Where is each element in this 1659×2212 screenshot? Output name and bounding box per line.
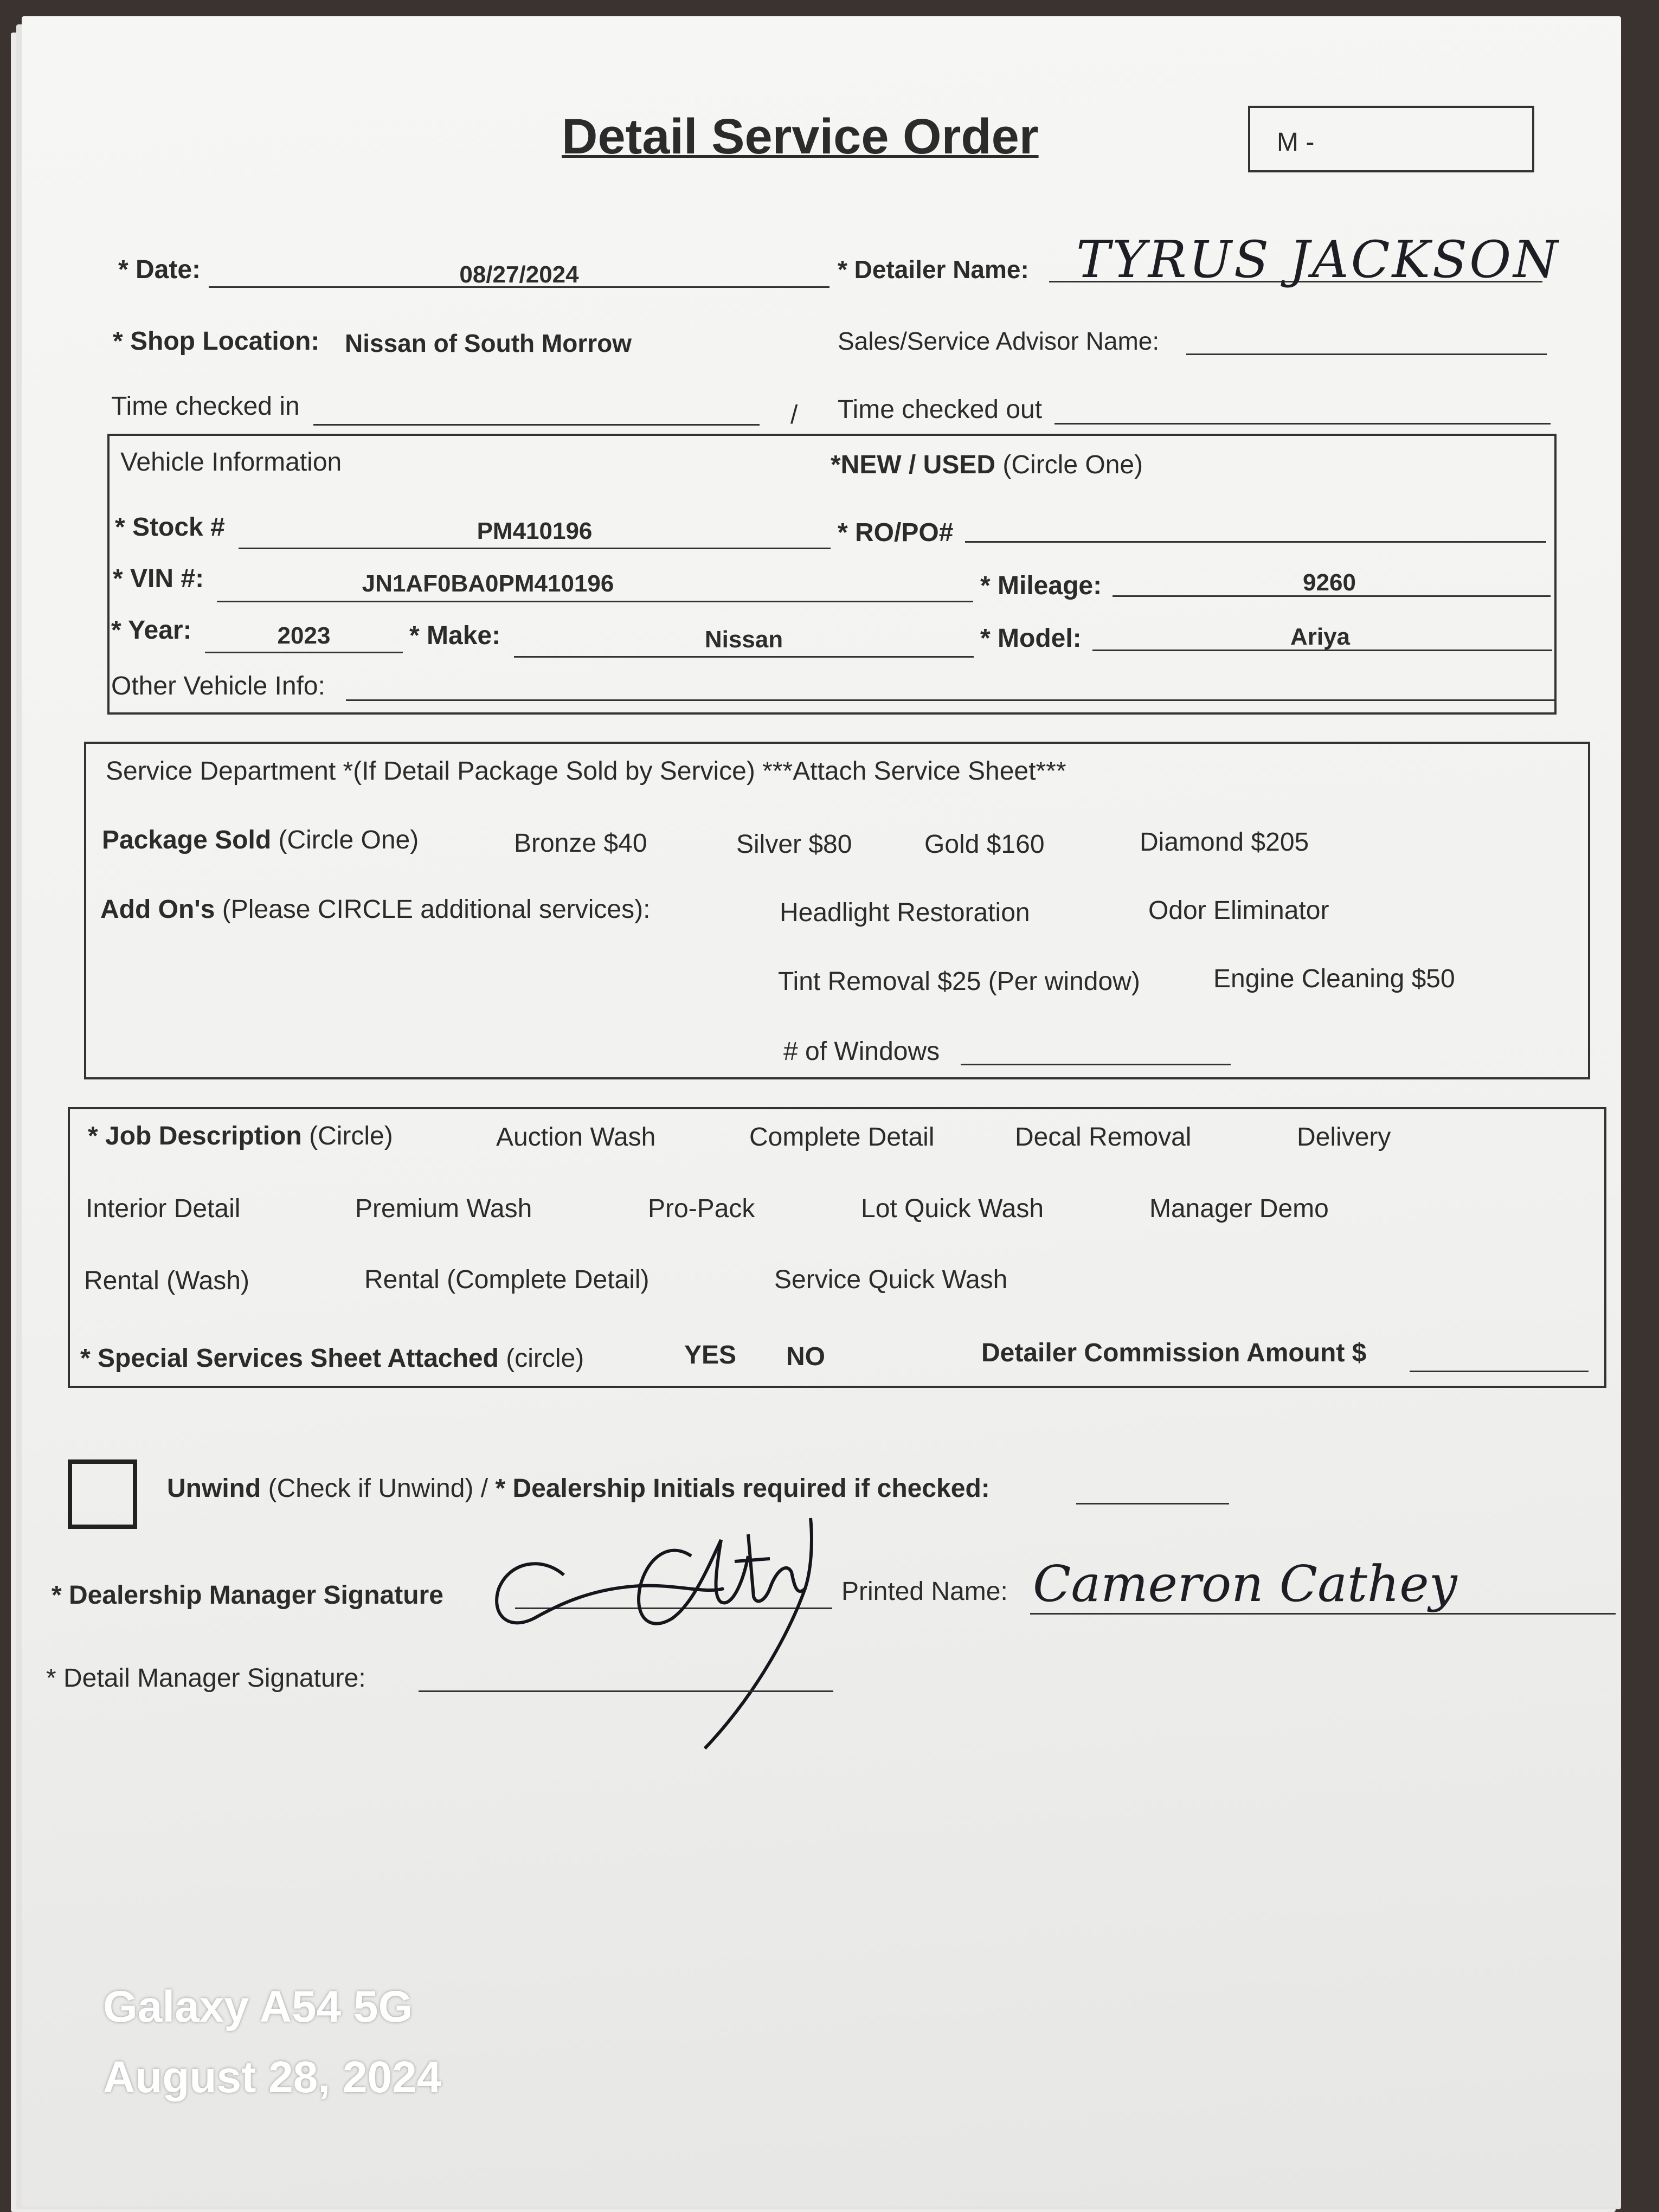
addon-engine-cleaning[interactable]: Engine Cleaning $50 [1213,964,1455,993]
special-services-hint: (circle) [506,1344,584,1373]
job-delivery[interactable]: Delivery [1297,1123,1391,1152]
year-label: * Year: [111,616,192,645]
new-used-hint: (Circle One) [1002,451,1143,479]
job-description-hint: (Circle) [309,1122,393,1150]
shop-location-label: * Shop Location: [113,327,320,356]
shop-location-value[interactable]: Nissan of South Morrow [345,329,632,357]
form-number-label: M - [1277,128,1315,157]
mileage-value[interactable]: 9260 [1303,569,1356,596]
printed-name-line [1030,1613,1616,1615]
special-services-label: * Special Services Sheet Attached [80,1344,499,1373]
addon-headlight-restoration[interactable]: Headlight Restoration [780,898,1030,927]
page-title: Detail Service Order [562,109,1039,164]
manager-signature-label: * Dealership Manager Signature [52,1581,443,1610]
addon-tint-removal[interactable]: Tint Removal $25 (Per window) [778,967,1140,996]
job-pro-pack[interactable]: Pro-Pack [648,1194,755,1223]
time-in-label: Time checked in [111,392,300,421]
package-sold-label: Package Sold [102,826,272,854]
job-decal-removal[interactable]: Decal Removal [1015,1123,1192,1152]
job-complete-detail[interactable]: Complete Detail [749,1123,935,1152]
job-premium-wash[interactable]: Premium Wash [355,1194,532,1223]
advisor-label: Sales/Service Advisor Name: [838,327,1160,355]
model-label: * Model: [980,624,1082,653]
vin-value[interactable]: JN1AF0BA0PM410196 [362,570,614,597]
printed-name-label: Printed Name: [841,1577,1008,1606]
new-used-label: *NEW / USED [831,451,996,479]
other-vehicle-info-label: Other Vehicle Info: [111,672,325,700]
package-sold-hint: (Circle One) [278,826,419,854]
job-service-quick-wash[interactable]: Service Quick Wash [774,1265,1008,1294]
stock-label: * Stock # [115,513,225,542]
printed-name-handwritten[interactable]: Cameron Cathey [1033,1555,1457,1613]
package-silver[interactable]: Silver $80 [736,830,852,859]
camera-device-stamp: Galaxy A54 5G [103,1982,413,2031]
time-slash: / [790,401,798,429]
special-services-yes[interactable]: YES [684,1341,737,1369]
stock-value[interactable]: PM410196 [477,518,593,544]
vehicle-info-label: Vehicle Information [120,448,342,477]
job-auction-wash[interactable]: Auction Wash [496,1123,656,1152]
addons-label: Add On's [100,895,215,924]
initials-label: * Dealership Initials required if checked: [495,1474,990,1503]
detail-manager-signature-line[interactable] [419,1690,833,1692]
vin-label: * VIN #: [113,564,204,593]
mileage-label: * Mileage: [980,571,1102,600]
unwind-label: Unwind [167,1474,261,1503]
windows-label: # of Windows [783,1037,940,1066]
job-description-label: * Job Description [88,1122,302,1150]
year-value[interactable]: 2023 [277,622,331,649]
special-services-no[interactable]: NO [786,1342,825,1371]
detailer-name-handwritten[interactable]: TYRUS JACKSON [1076,230,1560,290]
job-manager-demo[interactable]: Manager Demo [1149,1194,1329,1223]
date-label: * Date: [118,255,201,284]
package-diamond[interactable]: Diamond $205 [1140,828,1309,857]
job-interior-detail[interactable]: Interior Detail [86,1194,241,1223]
job-lot-quick-wash[interactable]: Lot Quick Wash [861,1194,1044,1223]
addons-hint: (Please CIRCLE additional services): [222,895,651,924]
camera-date-stamp: August 28, 2024 [103,2053,442,2102]
time-out-label: Time checked out [838,395,1043,424]
detail-manager-signature-label: * Detail Manager Signature: [46,1664,366,1693]
detailer-name-label: * Detailer Name: [838,255,1029,284]
package-bronze[interactable]: Bronze $40 [514,829,647,858]
unwind-hint: (Check if Unwind) / [268,1474,488,1503]
package-gold[interactable]: Gold $160 [924,830,1045,859]
job-rental-wash[interactable]: Rental (Wash) [84,1266,249,1295]
job-rental-complete-detail[interactable]: Rental (Complete Detail) [364,1265,650,1294]
service-department-label: Service Department *(If Detail Package Sold by Service) ***Attach Service Sheet*** [106,757,1066,786]
make-label: * Make: [409,621,501,650]
model-value[interactable]: Ariya [1290,623,1351,650]
addon-odor-eliminator[interactable]: Odor Eliminator [1148,896,1329,925]
ro-po-label: * RO/PO# [838,518,954,547]
commission-label: Detailer Commission Amount $ [981,1339,1367,1367]
date-value[interactable]: 08/27/2024 [459,261,579,288]
make-value[interactable]: Nissan [704,626,783,653]
